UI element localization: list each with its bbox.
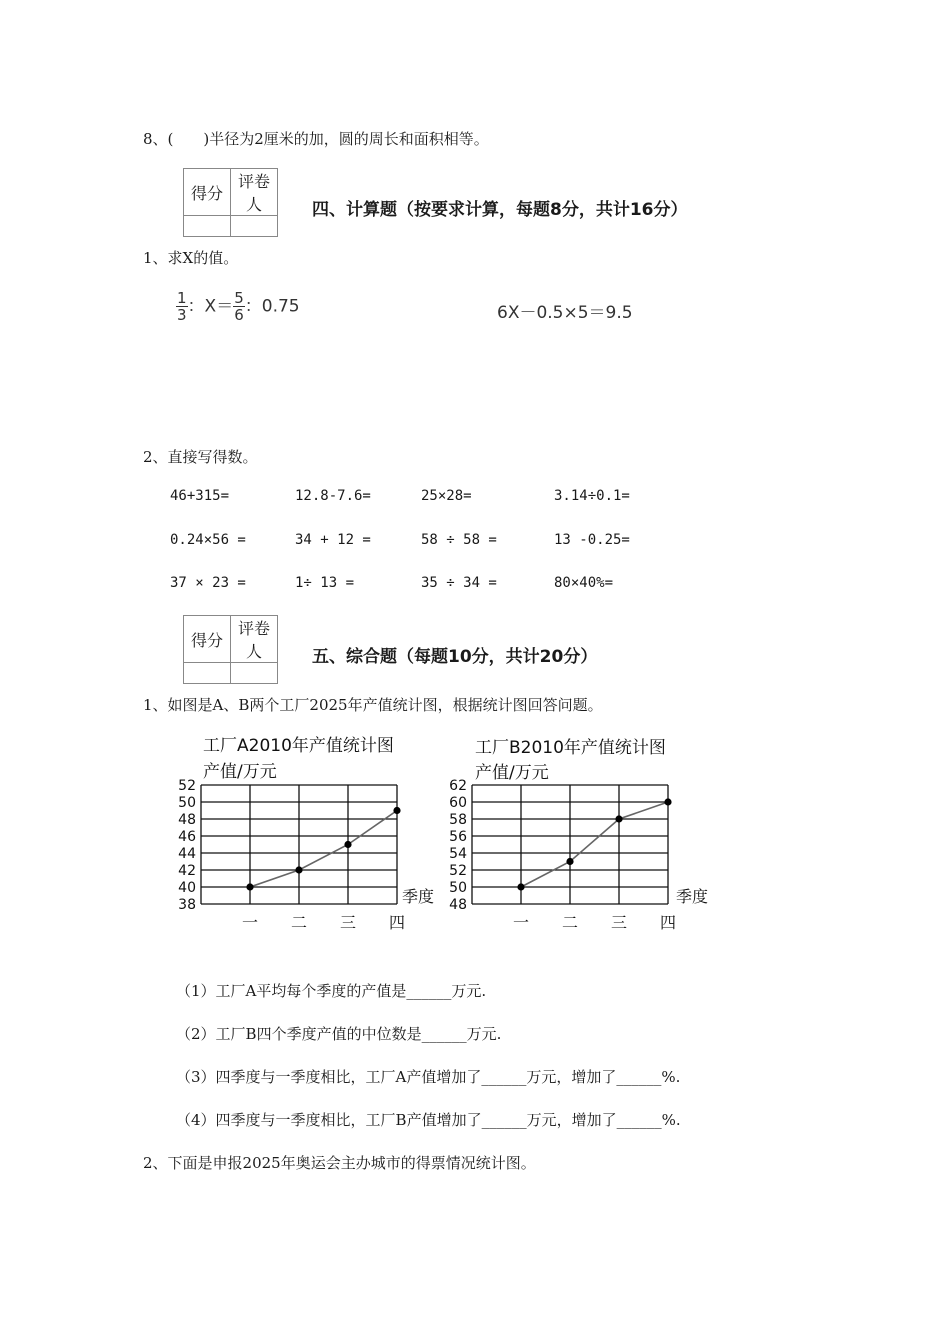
chart-b-title: 工厂B2010年产值统计图 bbox=[475, 738, 666, 758]
chart-b-y-tick-label: 54 bbox=[449, 846, 467, 862]
question-8: 8、( )半径为2厘米的加，圆的周长和面积相等。 bbox=[143, 130, 489, 148]
chart-a-y-tick-label: 46 bbox=[178, 829, 196, 845]
section-4-question-1: 1、求X的值。 bbox=[143, 249, 239, 267]
chart-b-data-point bbox=[615, 815, 622, 822]
chart-a-y-tick-label: 38 bbox=[178, 897, 196, 913]
chart-b-x-tick-label: 四 bbox=[659, 913, 677, 932]
calc-0-2: 25×28= bbox=[421, 488, 472, 504]
sub-question-1: （1）工厂A平均每个季度的产值是______万元. bbox=[176, 982, 487, 1000]
equation-1: $\frac{1}{3}$ ：X＝ $\frac{5}{6}$ ：0.75 bbox=[177, 289, 300, 324]
chart-a-x-tick-label: 三 bbox=[339, 913, 357, 932]
chart-a-x-tick-label: 四 bbox=[388, 913, 406, 932]
calc-2-1: 1÷ 13 = bbox=[295, 575, 355, 591]
chart-b-x-tick-label: 二 bbox=[561, 913, 579, 932]
calc-1-2: 58 ÷ 58 = bbox=[421, 532, 497, 548]
chart-b-series-line bbox=[521, 802, 668, 887]
fraction-5-6: $\frac{5}{6}$ bbox=[234, 289, 244, 324]
calc-2-0: 37 × 23 = bbox=[170, 575, 246, 591]
chart-a-data-point bbox=[344, 841, 351, 848]
section-5-question-1: 1、如图是A、B两个工厂2025年产值统计图，根据统计图回答问题。 bbox=[143, 696, 603, 714]
grader-label: 评卷人 bbox=[231, 616, 278, 663]
chart-b-data-point bbox=[566, 858, 573, 865]
calc-1-3: 13 -0.25= bbox=[554, 532, 630, 548]
chart-b-xlabel: 季度 bbox=[676, 887, 709, 906]
chart-a-y-tick-label: 42 bbox=[178, 863, 196, 879]
chart-a-title: 工厂A2010年产值统计图 bbox=[203, 736, 394, 756]
calc-0-1: 12.8-7.6= bbox=[295, 488, 371, 504]
chart-a-y-tick-label: 50 bbox=[178, 795, 196, 811]
calc-0-3: 3.14÷0.1= bbox=[554, 488, 630, 504]
chart-a-series-line bbox=[250, 811, 397, 888]
equation-2: 6X－0.5×5＝9.5 bbox=[497, 303, 633, 323]
sub-question-3: （3）四季度与一季度相比，工厂A产值增加了______万元，增加了______%. bbox=[176, 1068, 681, 1086]
section-5-question-2: 2、下面是申报2025年奥运会主办城市的得票情况统计图。 bbox=[143, 1154, 536, 1172]
chart-a-data-point bbox=[246, 883, 253, 890]
chart-b-y-tick-label: 62 bbox=[449, 778, 467, 794]
chart-b-data-point bbox=[664, 798, 671, 805]
calc-2-3: 80×40%= bbox=[554, 575, 614, 591]
sub-question-2: （2）工厂B四个季度产值的中位数是______万元. bbox=[176, 1025, 502, 1043]
calc-2-2: 35 ÷ 34 = bbox=[421, 575, 497, 591]
chart-a-data-point bbox=[393, 807, 400, 814]
grader-label: 评卷人 bbox=[231, 169, 278, 216]
chart-a-y-tick-label: 52 bbox=[178, 778, 196, 794]
chart-b-x-tick-label: 三 bbox=[610, 913, 628, 932]
calc-1-0: 0.24×56 = bbox=[170, 532, 246, 548]
calc-1-1: 34 + 12 = bbox=[295, 532, 371, 548]
chart-a-y-tick-label: 44 bbox=[178, 846, 196, 862]
score-label: 得分 bbox=[184, 616, 231, 663]
section-4-question-2: 2、直接写得数。 bbox=[143, 448, 258, 466]
chart-a-xlabel: 季度 bbox=[402, 887, 435, 906]
chart-b-y-tick-label: 50 bbox=[449, 880, 467, 896]
chart-a-x-tick-label: 二 bbox=[290, 913, 308, 932]
chart-a-x-tick-label: 一 bbox=[241, 913, 259, 932]
chart-b-data-point bbox=[517, 883, 524, 890]
sub-question-4: （4）四季度与一季度相比，工厂B产值增加了______万元，增加了______%. bbox=[176, 1111, 681, 1129]
chart-a-y-tick-label: 48 bbox=[178, 812, 196, 828]
chart-b-y-tick-label: 48 bbox=[449, 897, 467, 913]
score-label: 得分 bbox=[184, 169, 231, 216]
fraction-1-3: $\frac{1}{3}$ bbox=[177, 289, 187, 324]
chart-a-ylabel: 产值/万元 bbox=[203, 762, 277, 782]
chart-b-ylabel: 产值/万元 bbox=[475, 763, 549, 783]
chart-b-y-tick-label: 56 bbox=[449, 829, 467, 845]
chart-a-data-point bbox=[295, 866, 302, 873]
calc-0-0: 46+315= bbox=[170, 488, 230, 504]
section-5-heading: 五、综合题（每题10分，共计20分） bbox=[312, 647, 598, 667]
chart-b-y-tick-label: 58 bbox=[449, 812, 467, 828]
section-4-heading: 四、计算题（按要求计算，每题8分，共计16分） bbox=[312, 200, 688, 220]
chart-b-x-tick-label: 一 bbox=[512, 913, 530, 932]
chart-b-y-tick-label: 52 bbox=[449, 863, 467, 879]
chart-a-y-tick-label: 40 bbox=[178, 880, 196, 896]
chart-b-y-tick-label: 60 bbox=[449, 795, 467, 811]
